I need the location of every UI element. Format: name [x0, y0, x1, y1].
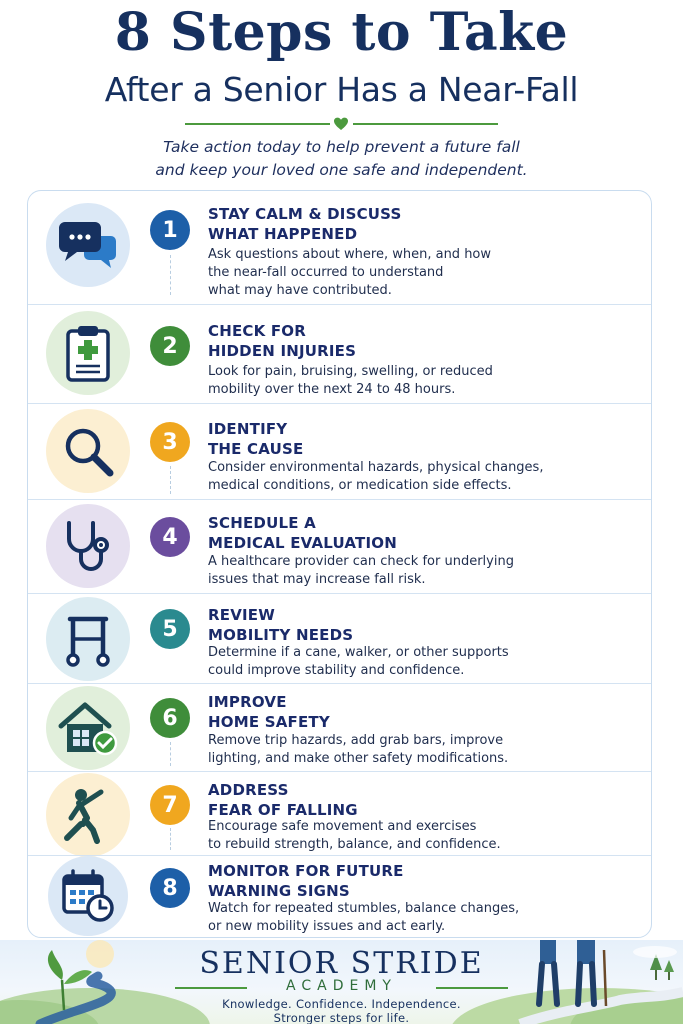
step-4 — [28, 499, 651, 593]
stethoscope-icon — [59, 517, 117, 575]
step-1-title: STAY CALM & DISCUSS WHAT HAPPENED — [208, 205, 402, 243]
step-3-description: Consider environmental hazards, physical changes, medical conditions, or medication side effects. — [208, 460, 544, 493]
tagline-1: Knowledge. Confidence. Independence. — [222, 997, 461, 1011]
step-3 — [28, 403, 651, 499]
exercising-person-icon — [63, 786, 113, 844]
step-4-number: 4 — [150, 517, 190, 557]
step-2-icon-circle — [46, 311, 130, 395]
step-2-description: Look for pain, bruising, swelling, or reduced mobility over the next 24 to 48 hours. — [208, 364, 493, 397]
step-5-icon-circle — [46, 597, 130, 681]
tagline-2: Stronger steps for life. — [273, 1011, 410, 1024]
step-1-description: Ask questions about where, when, and how the near-fall occurred to understand what may have contributed. — [208, 247, 492, 298]
step-8-number: 8 — [150, 868, 190, 908]
step-6-description: Remove trip hazards, add grab bars, improve lighting, and make other safety modifications. — [208, 733, 509, 766]
brand-academy: ACADEMY — [286, 978, 397, 994]
step-7-description: Encourage safe movement and exercises to rebuild strength, balance, and confidence. — [208, 819, 501, 852]
step-8-title: MONITOR FOR FUTURE WARNING SIGNS — [208, 862, 404, 900]
step-7-title: ADDRESS FEAR OF FALLING — [208, 781, 358, 819]
step-4-icon-circle — [46, 504, 130, 588]
step-4-description: A healthcare provider can check for underlying issues that may increase fall risk. — [208, 554, 514, 587]
step-8-description: Watch for repeated stumbles, balance changes, or new mobility issues and act early. — [208, 901, 520, 934]
intro-text: Take action today to help prevent a future fall and keep your loved one safe and independent. — [155, 138, 528, 179]
step-6-icon-circle — [46, 686, 130, 770]
step-3-icon-circle — [46, 409, 130, 493]
step-7-icon-circle — [46, 773, 130, 857]
step-3-title: IDENTIFY THE CAUSE — [208, 420, 304, 458]
step-1-icon-circle — [46, 203, 130, 287]
step-6-number: 6 — [150, 698, 190, 738]
step-2-number: 2 — [150, 326, 190, 366]
medical-clipboard-icon — [63, 324, 113, 382]
step-5-title: REVIEW MOBILITY NEEDS — [208, 606, 354, 644]
title-divider — [185, 123, 498, 125]
heart-icon — [333, 116, 349, 132]
step-2 — [28, 304, 651, 403]
magnifying-glass-icon — [61, 424, 115, 478]
step-5 — [28, 593, 651, 683]
step-1 — [28, 191, 651, 304]
step-7-number: 7 — [150, 785, 190, 825]
home-check-icon — [57, 700, 119, 756]
step-7 — [28, 771, 651, 855]
steps-card — [27, 190, 652, 938]
calendar-clock-icon — [60, 868, 116, 924]
brand-name: SENIOR STRIDE — [199, 946, 484, 981]
step-5-description: Determine if a cane, walker, or other supports could improve stability and confidence. — [208, 645, 509, 678]
academy-rule-right — [436, 987, 508, 989]
step-5-number: 5 — [150, 609, 190, 649]
step-8 — [28, 855, 651, 937]
page-subtitle: After a Senior Has a Near-Fall — [104, 70, 579, 109]
step-4-title: SCHEDULE A MEDICAL EVALUATION — [208, 514, 397, 552]
step-2-title: CHECK FOR HIDDEN INJURIES — [208, 322, 357, 360]
walker-icon — [62, 611, 114, 667]
step-1-number: 1 — [150, 210, 190, 250]
step-8-icon-circle — [48, 856, 128, 936]
step-6 — [28, 683, 651, 771]
step-3-number: 3 — [150, 422, 190, 462]
page-title: 8 Steps to Take — [114, 2, 569, 63]
chat-bubbles-icon — [59, 220, 117, 270]
step-6-title: IMPROVE HOME SAFETY — [208, 693, 330, 731]
